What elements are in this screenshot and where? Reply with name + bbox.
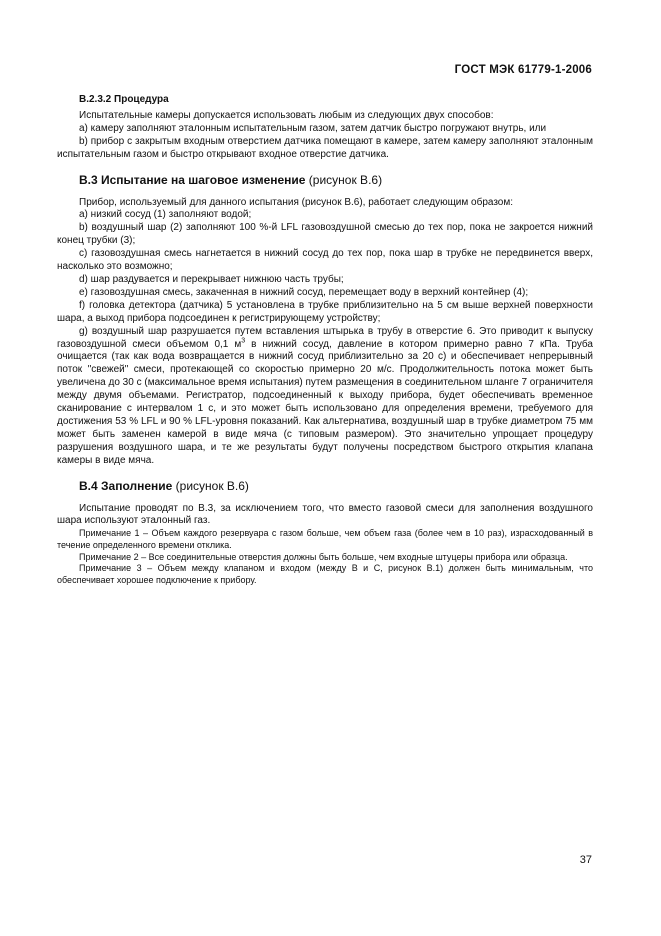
section-b3-heading xyxy=(79,173,593,188)
section-b4-note-2: Примечание 2 – Все соединительные отверстия должны быть больше, чем входные штуцеры прибора или образца. xyxy=(79,551,568,562)
section-b232-item-a: а) камеру заполняют эталонным испытательным газом, затем датчик быстро погружают внутрь, или xyxy=(79,122,547,134)
section-b4-note-3: Примечание 3 – Объем между клапаном и входом (между В и С, рисунок В.1) должен быть минимальным, что обеспечивает хорошее подключение к прибору. xyxy=(57,563,593,585)
section-b3-item-g-part1: g) воздушный шар разрушается путем вставления штырька в трубу в отверстие 6. Это приводит к выпуску газовоздушной смеси объемом 0,1 м xyxy=(57,325,593,350)
section-b232-heading: В.2.3.2 Процедура xyxy=(79,94,169,105)
section-b4-heading xyxy=(79,479,593,494)
section-b3-item-b: b) воздушный шар (2) заполняют 100 %-й LFL газовоздушной смесью до тех пор, пока не закроется нижний конец трубки (3); xyxy=(57,222,593,247)
section-b3-item-g-part2: в нижний сосуд, давление в котором примерно равно 7 кПа. Труба очищается (так как вода возвращается в нижний сосуд приблизительно за 20 с) и обеспечивает непрерывный поток "свежей" смеси, протекающей со скоростью примерно 20 м/с. Продолжительность потока может быть увеличена до 30 с (максимальное время испытания) путем размещения в соединительном шланге 7 ограничителя между двумя объемами. Регистратор, подсоединенный к выходу прибора, будет обеспечивать временное сканирование с интервалом 1 с, и это может быть использовано для определения времени, требуемого для достижения 53 % LFL и 90 % LFL-уровня показаний. Как альтернатива, воздушный шар в трубке диаметром 75 мм может быть заменен камерой в виде мяча (с типовым размером). Это значительно упрощает процедуру разрушения воздушного шара, и те же результаты будут получены посредством быстрого открытия клапана камеры в виде мяча. xyxy=(57,338,593,466)
page-content xyxy=(57,94,593,586)
section-b3-heading-bold: В.3 Испытание на шаговое изменение xyxy=(79,172,306,187)
standard-header: ГОСТ МЭК 61779-1-2006 xyxy=(454,64,592,76)
section-b3-item-c: с) газовоздушная смесь нагнетается в нижний сосуд до тех пор, пока шар в трубке не передвинется вверх, насколько это возможно; xyxy=(57,248,593,273)
section-b3-item-a: а) низкий сосуд (1) заполняют водой; xyxy=(79,209,252,221)
section-b4-heading-bold: В.4 Заполнение xyxy=(79,478,173,493)
spacer xyxy=(57,162,593,173)
section-b3-item-g xyxy=(57,326,593,468)
section-b3-item-d: d) шар раздувается и перекрывает нижнюю часть трубы; xyxy=(79,273,344,285)
spacer xyxy=(57,188,593,197)
section-b4-note-1: Примечание 1 – Объем каждого резервуара с газом больше, чем объем газа (более чем в 10 раз), израсходованный в течение определенного времени отклика. xyxy=(57,528,593,550)
page-number: 37 xyxy=(579,854,592,866)
section-b3-heading-ref: (рисунок В.6) xyxy=(305,172,383,187)
section-b4-body: Испытание проводят по В.3, за исключением того, что вместо газовой смеси для заполнения воздушного шара используют эталонный газ. xyxy=(57,502,593,527)
cubic-superscript: 3 xyxy=(241,337,246,345)
section-b4-heading-ref: (рисунок В.6) xyxy=(172,478,249,493)
section-b232-item-b: b) прибор с закрытым входным отверстием датчика помещают в камере, затем камеру заполняют эталонным испытательным газом и быстро открывают входное отверстие датчика. xyxy=(57,135,593,160)
spacer xyxy=(57,468,593,479)
section-b3-item-e: е) газовоздушная смесь, закаченная в нижний сосуд, перемещает воду в верхний контейнер (4); xyxy=(79,286,529,298)
section-b3-intro: Прибор, используемый для данного испытания (рисунок В.6), работает следующим образом: xyxy=(79,196,514,208)
section-b232-intro: Испытательные камеры допускается использовать любым из следующих двух способов: xyxy=(79,109,494,121)
spacer xyxy=(57,494,593,503)
section-b3-item-f: f) головка детектора (датчика) 5 установлена в трубке приблизительно на 5 см выше верхней поверхности шара, а выход прибора подсоединен к регистрирующему устройству; xyxy=(57,299,593,324)
